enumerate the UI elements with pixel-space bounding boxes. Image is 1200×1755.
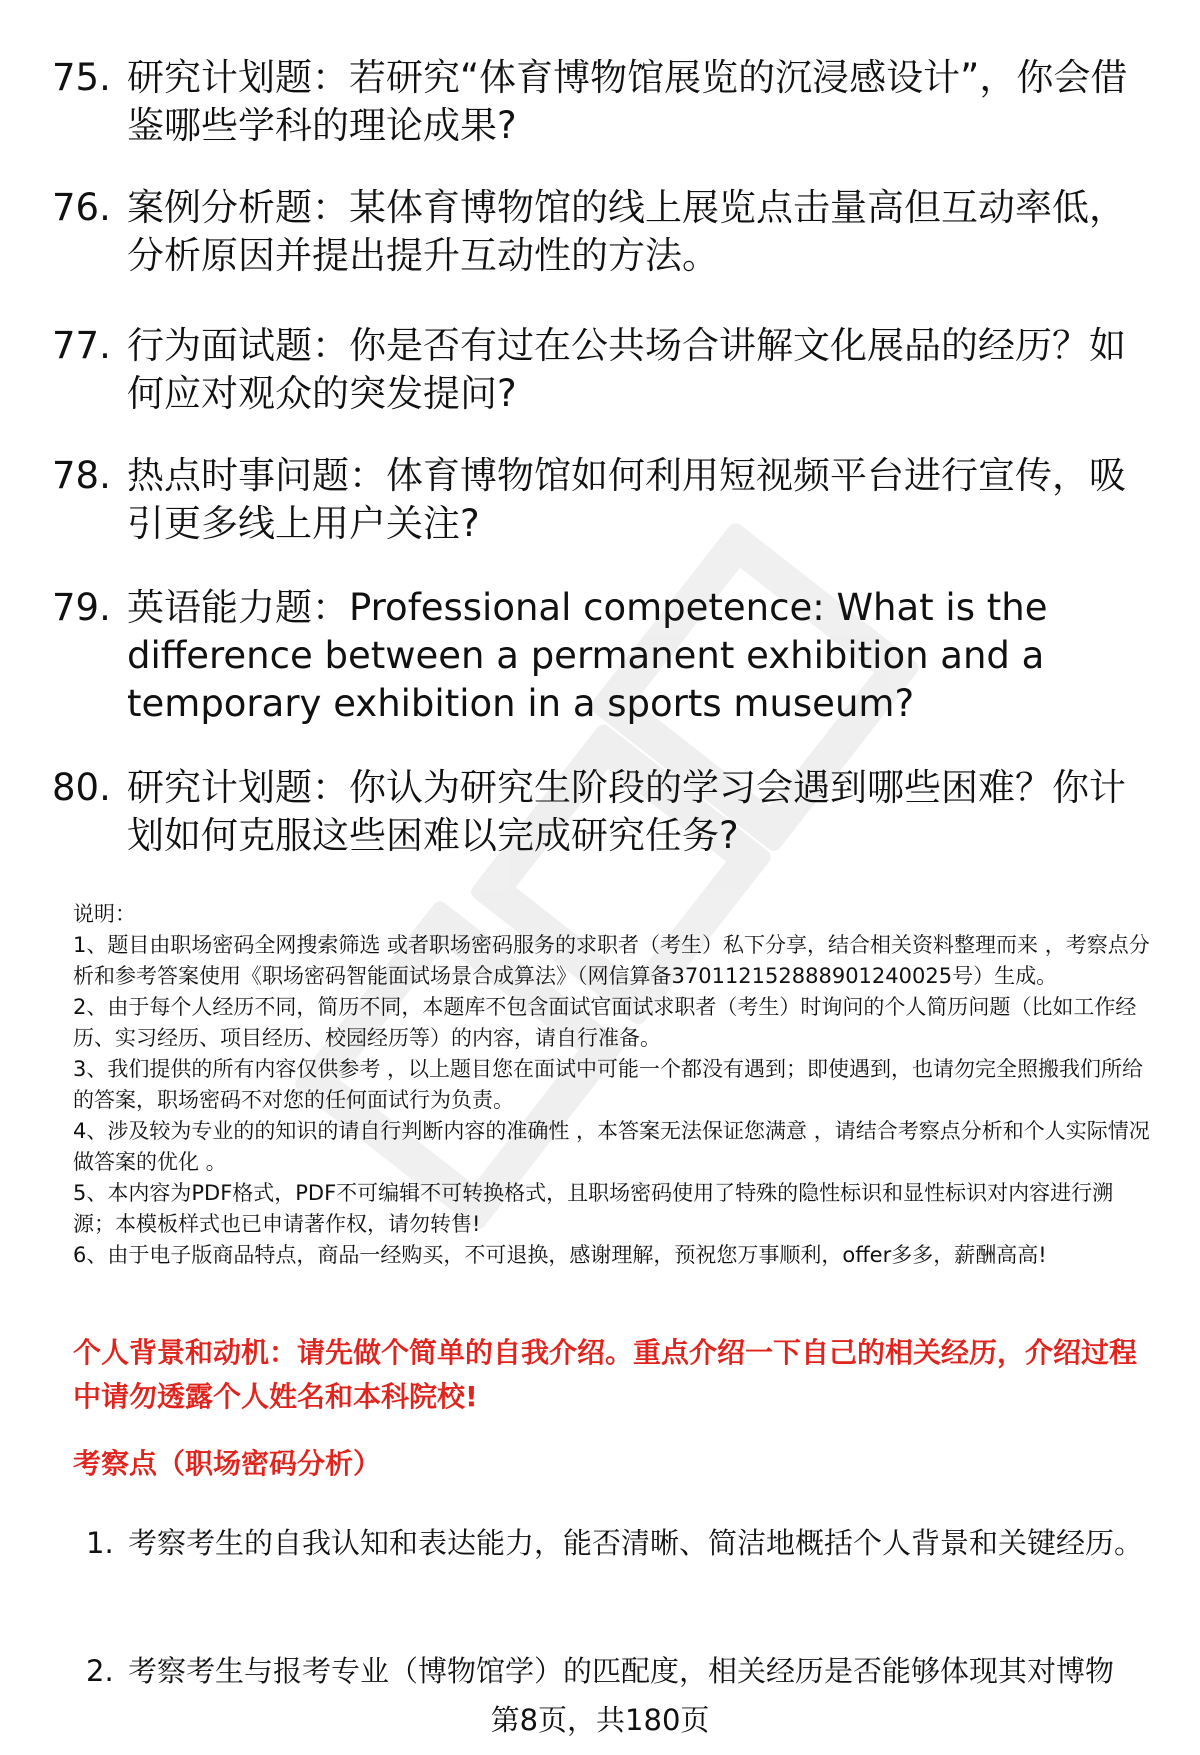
question-number: 78. (52, 454, 111, 497)
question-text: 热点时事问题：体育博物馆如何利用短视频平台进行宣传，吸引更多线上用户关注? (127, 454, 1126, 545)
question-77 (52, 322, 1132, 418)
question-78 (52, 452, 1132, 548)
list-item-number: 2. (86, 1654, 114, 1688)
page-footer: 第8页，共180页 (490, 1703, 710, 1737)
question-number: 80. (52, 766, 111, 809)
list-item-text: 考察考生与报考专业（博物馆学）的匹配度，相关经历是否能够体现其对博物 (128, 1654, 1115, 1688)
question-number: 75. (52, 56, 111, 99)
notes-title: 说明： (73, 902, 136, 926)
note-item: 3、我们提供的所有内容仅供参考 ，以上题目您在面试中可能一个都没有遇到；即使遇到，也请勿完全照搬我们所给的答案，职场密码不对您的任何面试行为负责。 (73, 1057, 1144, 1112)
question-79 (52, 584, 1132, 728)
note-item: 1、题目由职场密码全网搜索筛选 或者职场密码服务的求职者（考生）私下分享，结合相关资料整理而来 ，考察点分析和参考答案使用《职场密码智能面试场景合成算法》（网信算备370112152888901240025号）生成。 (73, 933, 1150, 988)
note-item: 2、由于每个人经历不同，简历不同，本题库不包含面试官面试求职者（考生）时询问的个人简历问题（比如工作经历、实习经历、项目经历、校园经历等）的内容，请自行准备。 (73, 995, 1137, 1050)
section-heading: 个人背景和动机：请先做个简单的自我介绍。重点介绍一下自己的相关经历，介绍过程中请勿透露个人姓名和本科院校! (73, 1336, 1138, 1413)
notes-block (73, 899, 1153, 1271)
question-number: 76. (52, 186, 111, 229)
question-text: 研究计划题：若研究“体育博物馆展览的沉浸感设计”，你会借鉴哪些学科的理论成果? (127, 56, 1128, 147)
list-item (86, 1512, 1146, 1574)
list-item-number: 1. (86, 1526, 114, 1560)
list-item-text: 考察考生的自我认知和表达能力，能否清晰、简洁地概括个人背景和关键经历。 (128, 1526, 1144, 1560)
question-number: 79. (52, 586, 111, 629)
question-text: 英语能力题：Professional competence: What is the difference between a permanent exhibition and a temporary exhibition in a sports museum? (127, 586, 1048, 725)
question-number: 77. (52, 324, 111, 367)
question-text: 案例分析题：某体育博物馆的线上展览点击量高但互动率低，分析原因并提出提升互动性的方法。 (127, 186, 1126, 277)
note-item: 6、由于电子版商品特点，商品一经购买，不可退换，感谢理解，预祝您万事顺利，offer多多，薪酬高高! (73, 1243, 1047, 1267)
question-text: 研究计划题：你认为研究生阶段的学习会遇到哪些困难？你计划如何克服这些困难以完成研究任务? (127, 766, 1126, 857)
question-76 (52, 184, 1132, 280)
note-item: 4、涉及较为专业的的知识的请自行判断内容的准确性 ，本答案无法保证您满意 ，请结合考察点分析和个人实际情况做答案的优化 。 (73, 1119, 1150, 1174)
question-80 (52, 764, 1132, 860)
question-text: 行为面试题：你是否有过在公共场合讲解文化展品的经历？如何应对观众的突发提问? (127, 324, 1126, 415)
note-item: 5、本内容为PDF格式，PDF不可编辑不可转换格式，且职场密码使用了特殊的隐性标识和显性标识对内容进行溯源；本模板样式也已申请著作权，请勿转售! (73, 1181, 1114, 1236)
section-subheading: 考察点（职场密码分析） (73, 1447, 382, 1480)
question-75 (52, 54, 1132, 150)
list-item (86, 1640, 1146, 1702)
